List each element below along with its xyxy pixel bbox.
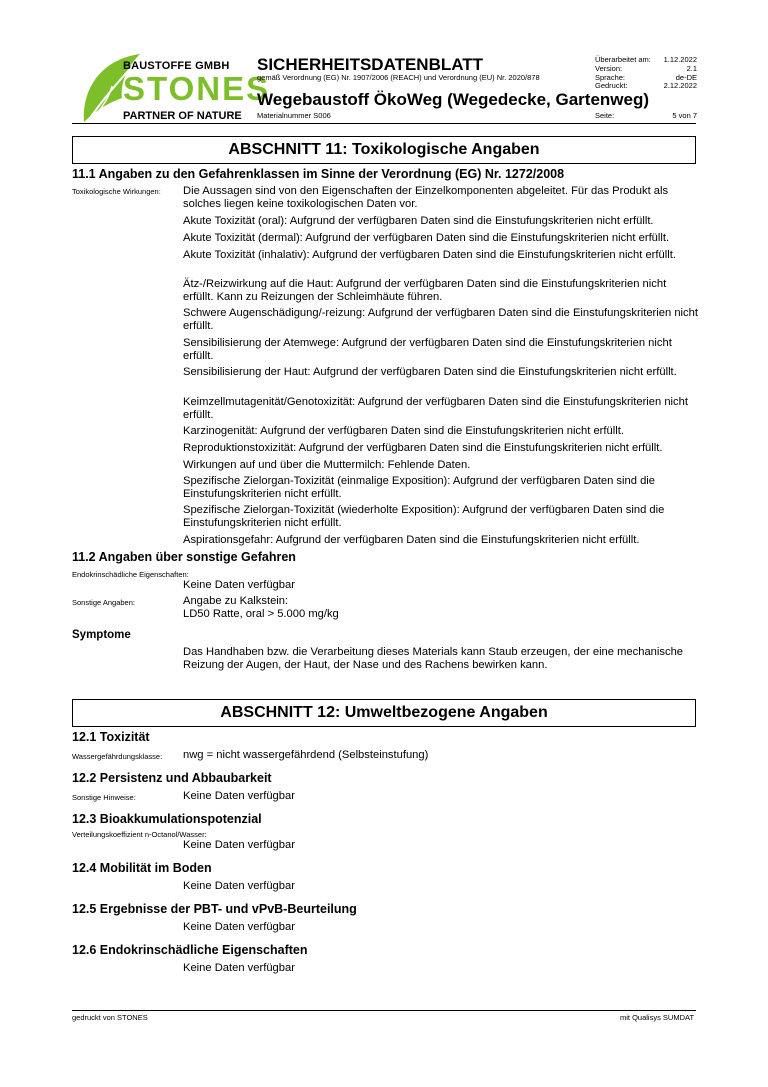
bioaccumulation-value: Keine Daten verfügbar xyxy=(183,839,295,851)
meta-value: 2.1 xyxy=(686,63,697,73)
tox-paragraph: Keimzellmutagenität/Genotoxizität: Aufgrund der verfügbaren Daten sind die Einstufungskriterien nicht erfüllt. xyxy=(183,396,688,421)
subsection-12-3-heading: 12.3 Bioakkumulationspotenzial xyxy=(72,812,262,826)
tox-paragraph: Akute Toxizität (oral): Aufgrund der verfügbaren Daten sind die Einstufungskriterien nicht erfüllt. xyxy=(183,215,654,227)
mobility-value: Keine Daten verfügbar xyxy=(183,880,295,892)
meta-value: de-DE xyxy=(675,72,697,82)
tox-paragraph: Spezifische Zielorgan-Toxizität (einmalige Exposition): Aufgrund der verfügbaren Daten sind die Einstufungskriterien nicht erfüllt. xyxy=(183,475,655,500)
tox-paragraph: Wirkungen auf und über die Muttermilch: Fehlende Daten. xyxy=(183,459,471,471)
section-11-title: ABSCHNITT 11: Toxikologische Angaben xyxy=(72,136,696,164)
other-notes-label: Sonstige Hinweise: xyxy=(72,793,136,802)
meta-label: Gedruckt: xyxy=(595,81,628,91)
regulation-text: gemäß Verordnung (EG) Nr. 1907/2006 (REACH) und Verordnung (EU) Nr. 2020/878 xyxy=(257,73,540,82)
other-info-label: Sonstige Angaben: xyxy=(72,598,135,607)
water-hazard-label: Wassergefährdungsklasse: xyxy=(72,752,163,761)
section-12-title: ABSCHNITT 12: Umweltbezogene Angaben xyxy=(72,699,696,727)
footer-printed-by: gedruckt von STONES xyxy=(72,1013,148,1022)
toxicological-effects-label: Toxikologische Wirkungen: xyxy=(72,187,161,196)
subsection-12-5-heading: 12.5 Ergebnisse der PBT- und vPvB-Beurteilung xyxy=(72,902,357,916)
page-label: Seite: xyxy=(595,111,615,120)
meta-label: Überarbeitet am: xyxy=(595,55,651,64)
pbt-value: Keine Daten verfügbar xyxy=(183,921,295,933)
tox-paragraph: Die Aussagen sind von den Eigenschaften der Einzelkomponenten abgeleitet. Für das Produkt als solches liegen keine toxikologischen Daten vor. xyxy=(183,185,669,210)
endocrine-label: Endokrinschädliche Eigenschaften: xyxy=(72,570,189,579)
brand-name: STONES xyxy=(123,70,271,107)
partition-coefficient-label: Verteilungskoeffizient n-Octanol/Wasser: xyxy=(72,830,207,839)
tox-paragraph: Aspirationsgefahr: Aufgrund der verfügbaren Daten sind die Einstufungskriterien nicht erfüllt. xyxy=(183,534,640,546)
tox-paragraph: Schwere Augenschädigung/-reizung: Aufgrund der verfügbaren Daten sind die Einstufungskriterien nicht erfüllt. xyxy=(183,307,698,332)
tox-paragraph: Reproduktionstoxizität: Aufgrund der verfügbaren Daten sind die Einstufungskriterien nicht erfüllt. xyxy=(183,442,663,454)
meta-value: 2.12.2022 xyxy=(663,81,697,91)
subsection-12-4-heading: 12.4 Mobilität im Boden xyxy=(72,861,212,875)
tox-paragraph: Spezifische Zielorgan-Toxizität (wiederholte Exposition): Aufgrund der verfügbaren Daten sind die Einstufungskriterien nicht erfüllt. xyxy=(183,504,665,529)
page-number xyxy=(595,111,697,120)
tox-paragraph: Akute Toxizität (dermal): Aufgrund der verfügbaren Daten sind die Einstufungskriterien nicht erfüllt. xyxy=(183,232,670,244)
subsection-11-2-heading: 11.2 Angaben über sonstige Gefahren xyxy=(72,550,296,564)
meta-row xyxy=(595,82,697,91)
tox-paragraph: Ätz-/Reizwirkung auf die Haut: Aufgrund der verfügbaren Daten sind die Einstufungskriterien nicht erfüllt. Kann zu Reizungen der Schleimhäute führen. xyxy=(183,278,667,303)
other-info-line-1: Angabe zu Kalkstein: xyxy=(183,595,289,607)
subsection-12-6-heading: 12.6 Endokrinschädliche Eigenschaften xyxy=(72,943,308,957)
tox-paragraph: Sensibilisierung der Haut: Aufgrund der verfügbaren Daten sind die Einstufungskriterien nicht erfüllt. xyxy=(183,366,677,378)
subsection-12-2-heading: 12.2 Persistenz und Abbaubarkeit xyxy=(72,771,272,785)
tox-paragraph: Akute Toxizität (inhalativ): Aufgrund der verfügbaren Daten sind die Einstufungskriterien nicht erfüllt. xyxy=(183,249,676,261)
document-meta xyxy=(595,56,697,91)
brand-tagline: PARTNER OF NATURE xyxy=(123,110,242,122)
symptoms-text: Das Handhaben bzw. die Verarbeitung dieses Materials kann Staub erzeugen, der eine mechanische Reizung der Augen, der Haut, der Nase und des Rachens bewirken kann. xyxy=(183,646,684,671)
document-title: SICHERHEITSDATENBLATT xyxy=(257,55,484,74)
footer-divider xyxy=(72,1010,696,1011)
page-value: 5 von 7 xyxy=(672,111,697,120)
material-number: Materialnummer S006 xyxy=(257,111,331,120)
endocrine-env-value: Keine Daten verfügbar xyxy=(183,962,295,974)
header-divider xyxy=(72,123,696,124)
subsection-11-1-heading: 11.1 Angaben zu den Gefahrenklassen im Sinne der Verordnung (EG) Nr. 1272/2008 xyxy=(72,167,565,181)
meta-value: 1.12.2022 xyxy=(663,55,697,64)
persistence-value: Keine Daten verfügbar xyxy=(183,790,295,802)
endocrine-value: Keine Daten verfügbar xyxy=(183,579,295,591)
meta-label: Version: xyxy=(595,63,623,73)
subsection-12-1-heading: 12.1 Toxizität xyxy=(72,730,150,744)
other-info-line-2: LD50 Ratte, oral > 5.000 mg/kg xyxy=(183,608,339,620)
symptoms-heading: Symptome xyxy=(72,629,131,641)
meta-label: Sprache: xyxy=(595,72,626,82)
tox-paragraph: Karzinogenität: Aufgrund der verfügbaren Daten sind die Einstufungskriterien nicht erfüllt. xyxy=(183,425,624,437)
brand-top-text: BAUSTOFFE GMBH xyxy=(123,60,230,72)
water-hazard-value: nwg = nicht wassergefährdend (Selbsteinstufung) xyxy=(183,749,429,761)
product-name: Wegebaustoff ÖkoWeg (Wegedecke, Gartenweg) xyxy=(257,90,650,109)
tox-paragraph: Sensibilisierung der Atemwege: Aufgrund der verfügbaren Daten sind die Einstufungskriterien nicht erfüllt. xyxy=(183,337,672,362)
footer-software: mit Qualisys SUMDAT xyxy=(620,1013,695,1022)
